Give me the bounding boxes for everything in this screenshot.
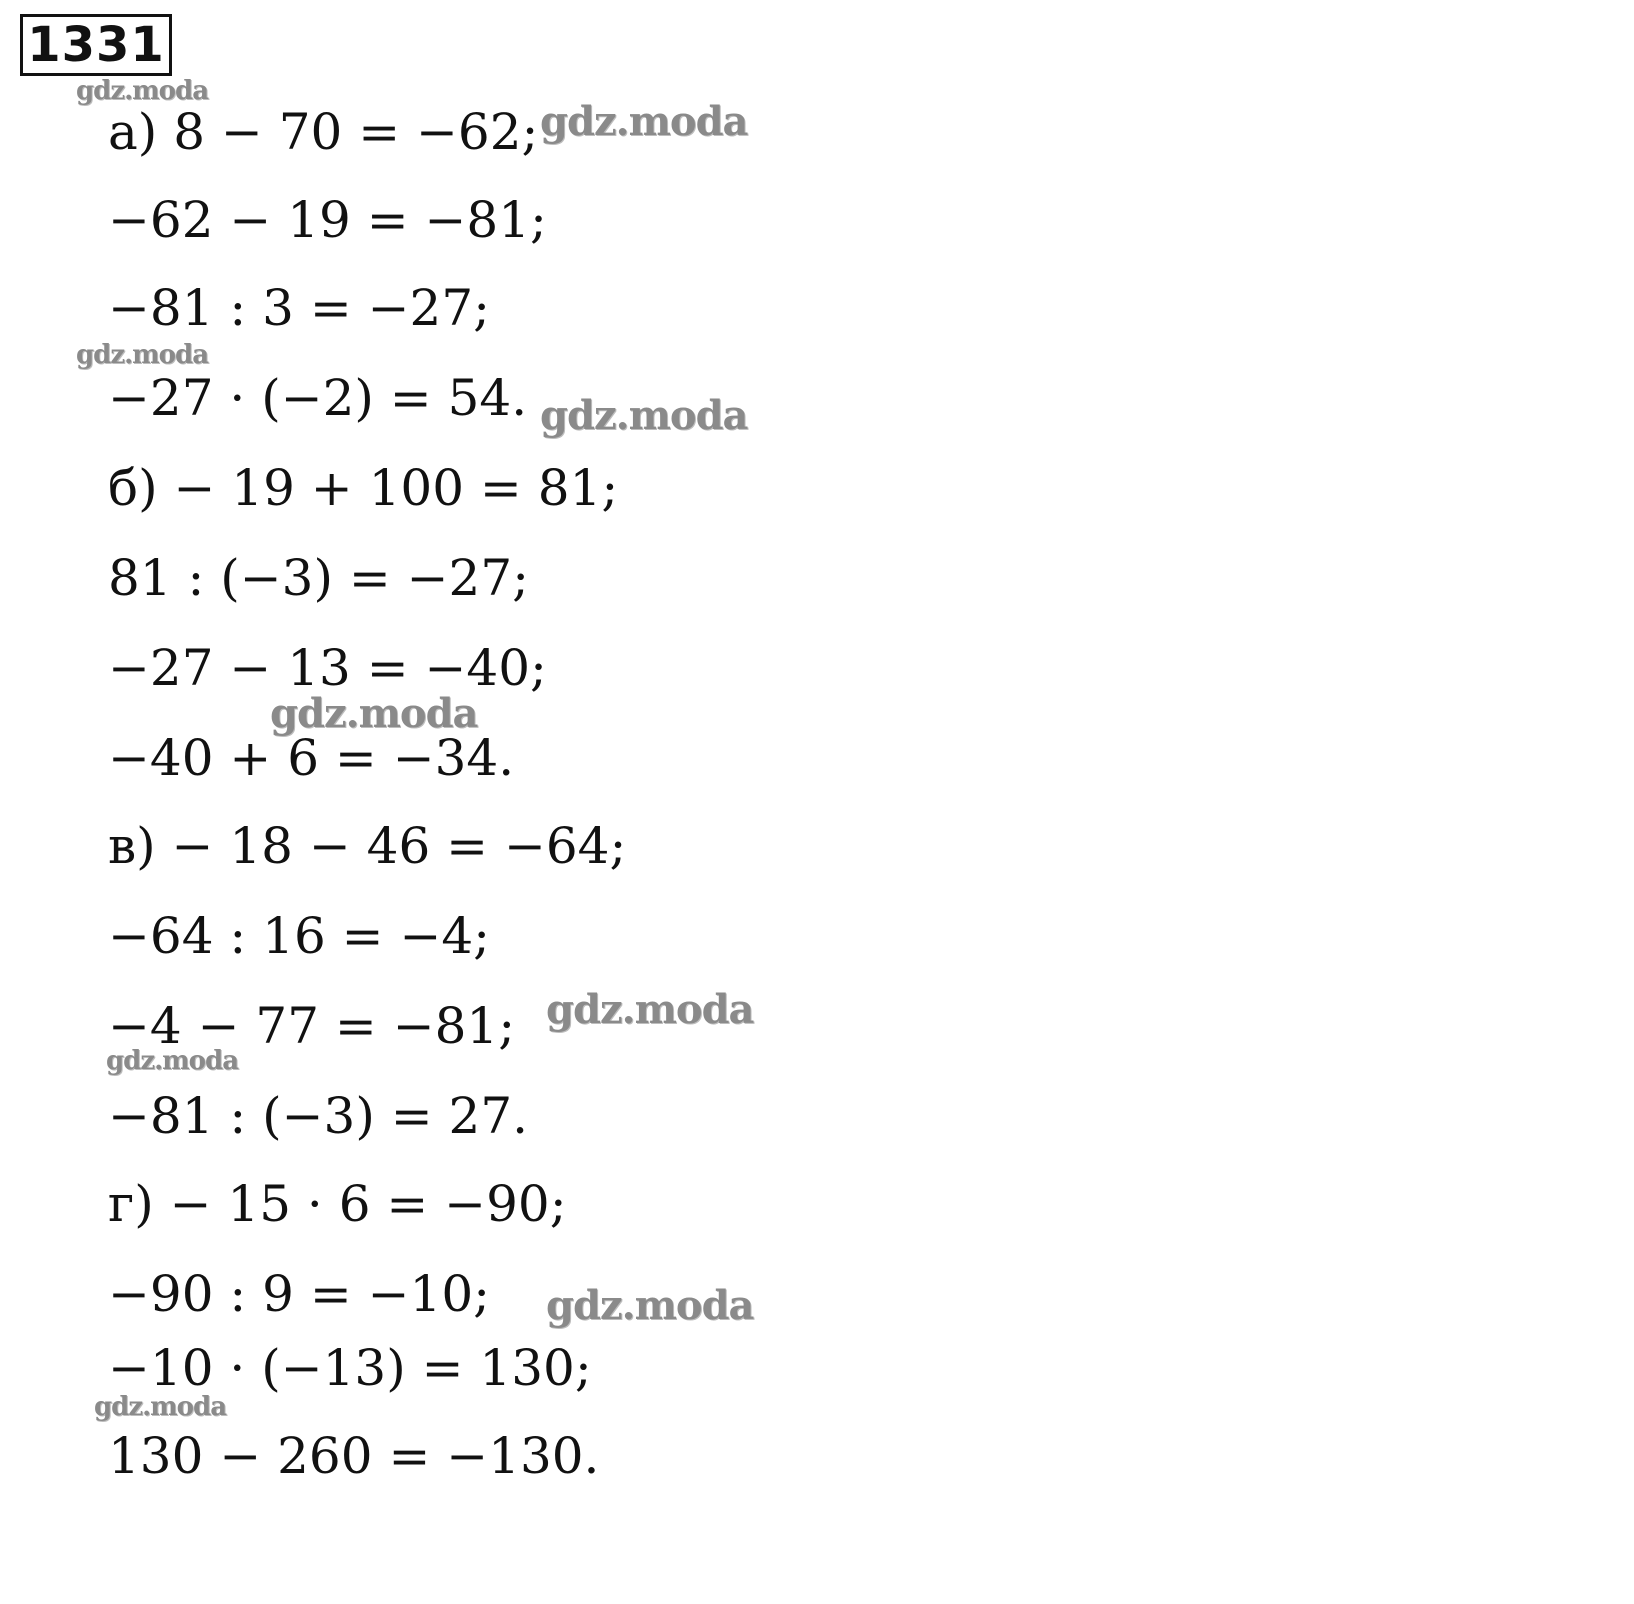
watermark: gdz.moda bbox=[540, 98, 748, 145]
solution-line: г) − 15 · 6 = −90; bbox=[108, 1175, 567, 1233]
solution-line: −40 + 6 = −34. bbox=[108, 729, 515, 787]
solution-line: −27 · (−2) = 54. bbox=[108, 369, 528, 427]
solution-line: −62 − 19 = −81; bbox=[108, 191, 547, 249]
watermark: gdz.moda bbox=[546, 986, 754, 1033]
solution-line: −81 : 3 = −27; bbox=[108, 279, 491, 337]
watermark: gdz.moda bbox=[76, 76, 209, 106]
watermark: gdz.moda bbox=[76, 340, 209, 370]
watermark: gdz.moda bbox=[94, 1392, 227, 1422]
watermark: gdz.moda bbox=[540, 392, 748, 439]
watermark: gdz.moda bbox=[270, 690, 478, 737]
problem-number: 1331 bbox=[27, 17, 165, 73]
solution-line: −64 : 16 = −4; bbox=[108, 907, 491, 965]
solution-line: −27 − 13 = −40; bbox=[108, 639, 547, 697]
solution-line: а) 8 − 70 = −62; bbox=[108, 103, 539, 161]
solution-line: −90 : 9 = −10; bbox=[108, 1265, 491, 1323]
watermark: gdz.moda bbox=[106, 1046, 239, 1076]
solution-line: −81 : (−3) = 27. bbox=[108, 1087, 529, 1145]
solution-line: 81 : (−3) = −27; bbox=[108, 549, 530, 607]
solution-line: б) − 19 + 100 = 81; bbox=[108, 459, 619, 517]
solution-line: в) − 18 − 46 = −64; bbox=[108, 817, 627, 875]
watermark: gdz.moda bbox=[546, 1282, 754, 1329]
solution-line: 130 − 260 = −130. bbox=[108, 1427, 600, 1485]
solution-line: −10 · (−13) = 130; bbox=[108, 1339, 592, 1397]
solution-line: −4 − 77 = −81; bbox=[108, 997, 516, 1055]
